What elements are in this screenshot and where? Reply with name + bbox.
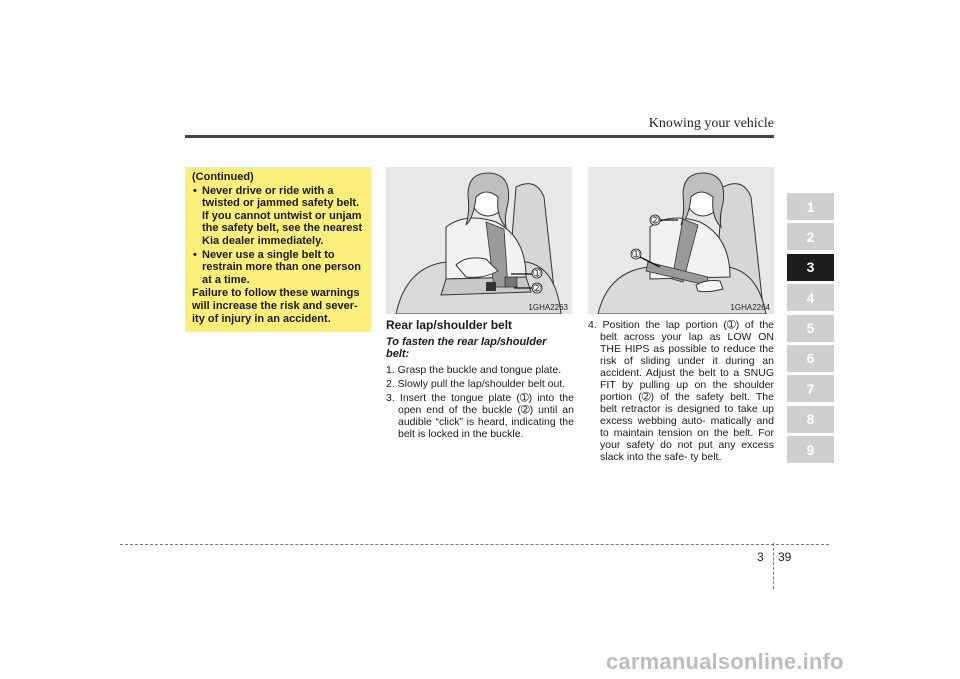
footer-page-number: 39 xyxy=(778,550,792,564)
chapter-tabs xyxy=(787,193,834,467)
chapter-tab-2[interactable]: 2 xyxy=(787,223,834,250)
illustration-woman-belt-adjusted xyxy=(588,167,774,314)
footer-divider xyxy=(120,544,829,545)
section-title: Rear lap/shoulder belt xyxy=(386,318,513,332)
step-item-4: 4. Position the lap portion (➀) of the belt across your lap as LOW ON THE HIPS as possible to reduce the risk of sliding under it during an accident. Adjust the belt to a SNUG FIT by pulling up on the shoulder portion (➁) of the safety belt. The belt retractor is designed to take up excess webbing auto- matically and to maintain tension on the belt. For your safety do not put any excess slack into the safe- ty belt. xyxy=(588,319,774,463)
watermark: carmanualsonline.info xyxy=(606,649,844,674)
chapter-tab-9[interactable]: 9 xyxy=(787,436,834,463)
callout-2: ➁ xyxy=(533,284,541,294)
step-item: 3. Insert the tongue plate (➀) into the open end of the buckle (➁) until an audible “click” is heard, indicating the belt is locked in the buckle. xyxy=(386,392,574,441)
chapter-tab-1[interactable]: 1 xyxy=(787,193,834,220)
warning-closing: Failure to follow these warnings will increase the risk and sever- ity of injury in an accident. xyxy=(192,287,360,325)
footer-chapter-number: 3 xyxy=(757,550,764,564)
chapter-tab-7[interactable]: 7 xyxy=(787,375,834,402)
header-rule xyxy=(185,135,774,138)
figure-rear-belt-buckle xyxy=(386,167,572,314)
bullet-symbol: • xyxy=(193,184,197,197)
callout-1: ➀ xyxy=(632,250,640,260)
steps-list xyxy=(386,364,574,443)
chapter-tab-6[interactable]: 6 xyxy=(787,345,834,372)
chapter-tab-5[interactable]: 5 xyxy=(787,315,834,342)
figure-rear-belt-position xyxy=(588,167,774,314)
warning-bullet-text: Never drive or ride with a twisted or jammed safety belt. If you cannot untwist or unjam the safety belt, see the nearest Kia dealer immediately. xyxy=(202,184,363,247)
section-subtitle: To fasten the rear lap/shoulder belt: xyxy=(386,336,547,360)
figure-code: 1GHA2263 xyxy=(528,303,568,312)
bullet-symbol: • xyxy=(193,248,197,261)
header-title: Knowing your vehicle xyxy=(648,116,774,131)
step-item: 2. Slowly pull the lap/shoulder belt out. xyxy=(386,378,566,391)
step-item: 1. Grasp the buckle and tongue plate. xyxy=(386,364,562,376)
callout-2: ➁ xyxy=(651,216,659,226)
figure-code: 1GHA2264 xyxy=(730,303,770,312)
warning-heading: (Continued) xyxy=(192,171,254,183)
warning-bullet-text: Never use a single belt to restrain more than one person at a time. xyxy=(202,248,361,286)
warning-bullet xyxy=(192,249,365,287)
chapter-tab-4[interactable]: 4 xyxy=(787,284,834,311)
chapter-tab-8[interactable]: 8 xyxy=(787,406,834,433)
callout-1: ➀ xyxy=(533,269,541,279)
chapter-tab-3[interactable]: 3 xyxy=(787,254,834,281)
footer-vertical-divider xyxy=(773,543,774,589)
warning-box xyxy=(185,167,371,332)
illustration-woman-buckling-belt xyxy=(386,167,572,314)
warning-bullet xyxy=(192,185,365,248)
